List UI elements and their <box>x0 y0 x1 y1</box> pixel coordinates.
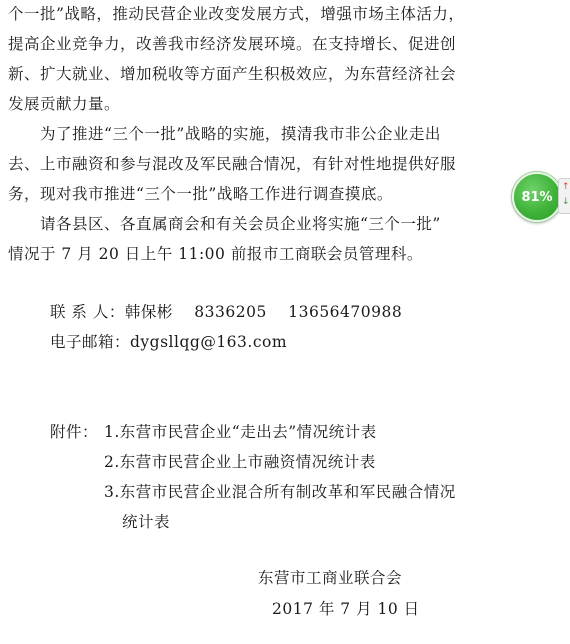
attachment-item-2: 2.东营市民营企业上市融资情况统计表 <box>104 453 376 471</box>
body-line-9: 情况于 7 月 20 日上午 11:00 前报市工商联会员管理科。 <box>8 245 423 263</box>
body-line-8: 请各县区、各直属商会和有关会员企业将实施“三个一批” <box>8 215 441 233</box>
arrow-up-icon[interactable]: ↑ <box>562 182 570 192</box>
attachment-item-3-cont: 统计表 <box>122 513 171 531</box>
body-line-4: 发展贡献力量。 <box>8 95 121 113</box>
body-line-2: 提高企业竞争力，改善我市经济发展环境。在支持增长、促进创 <box>8 35 457 53</box>
zoom-level-badge[interactable] <box>512 172 562 222</box>
body-line-5: 为了推进“三个一批”战略的实施，摸清我市非公企业走出 <box>8 125 441 143</box>
attachment-item-3: 3.东营市民营企业混合所有制改革和军民融合情况 <box>104 483 456 501</box>
attachments-label: 附件： <box>50 423 99 441</box>
body-line-6: 去、上市融资和参与混改及军民融合情况，有针对性地提供好服 <box>8 155 457 173</box>
zoom-level-text: 81% <box>521 189 553 205</box>
contact-person: 联 系 人：韩保彬 8336205 13656470988 <box>50 303 403 321</box>
signature-org: 东营市工商业联合会 <box>258 569 403 587</box>
attachment-item-1: 1.东营市民营企业“走出去”情况统计表 <box>104 423 377 441</box>
body-line-3: 新、扩大就业、增加税收等方面产生积极效应，为东营经济社会 <box>8 65 457 83</box>
body-line-1: 个一批”战略，推动民营企业改变发展方式，增强市场主体活力， <box>8 5 465 23</box>
arrow-down-icon[interactable]: ↓ <box>562 197 570 207</box>
zoom-side-panel <box>558 178 570 214</box>
signature-date: 2017 年 7 月 10 日 <box>272 600 420 618</box>
contact-email: 电子邮箱：dygsllqg@163.com <box>50 333 288 351</box>
body-line-7: 务，现对我市推进“三个一批”战略工作进行调查摸底。 <box>8 185 393 203</box>
